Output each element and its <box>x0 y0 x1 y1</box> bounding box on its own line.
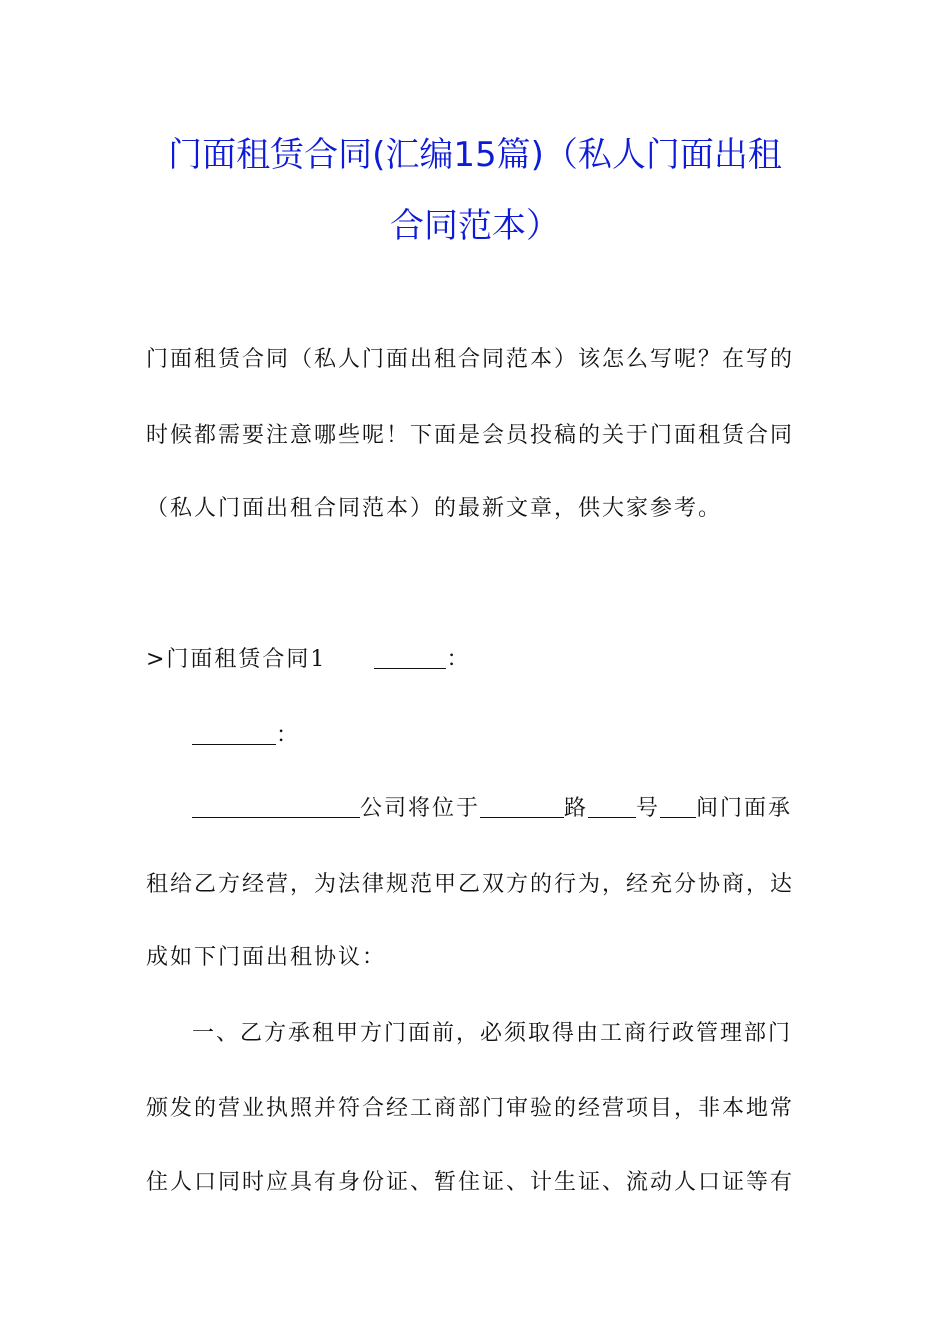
document-title-line-2: 合同范本） <box>390 206 560 246</box>
party-row <box>192 721 300 751</box>
blank-line <box>192 722 276 745</box>
clause-text: 号 <box>636 796 661 821</box>
clause-text: 间门面承 <box>696 796 793 821</box>
clause-intro-line-3: 成如下门面出租协议： <box>146 945 387 970</box>
colon: ： <box>446 647 471 672</box>
clause-1-line-3: 住人口同时应具有身份证、暂住证、计生证、流动人口证等有 <box>146 1170 795 1195</box>
contract-heading: >门面租赁合同1 <box>146 647 327 672</box>
clause-1-line-2: 颁发的营业执照并符合经工商部门审验的经营项目，非本地常 <box>146 1096 795 1121</box>
blank-line <box>660 795 696 818</box>
blank-line <box>192 795 360 818</box>
document-title-line-1: 门面租赁合同(汇编15篇)（私人门面出租 <box>168 135 782 175</box>
contract-heading-row <box>146 645 470 675</box>
blank-line <box>374 646 446 669</box>
colon: ： <box>276 723 301 748</box>
intro-line-3: （私人门面出租合同范本）的最新文章，供大家参考。 <box>146 496 723 521</box>
clause-1-line-1: 一、乙方承租甲方门面前，必须取得由工商行政管理部门 <box>192 1021 793 1046</box>
clause-intro-line-2: 租给乙方经营，为法律规范甲乙双方的行为，经充分协商，达 <box>146 872 795 897</box>
clause-text: 路 <box>564 796 589 821</box>
clause-intro-line-1 <box>192 794 792 824</box>
intro-line-1: 门面租赁合同（私人门面出租合同范本）该怎么写呢？在写的 <box>146 347 795 372</box>
blank-line <box>588 795 636 818</box>
blank-line <box>480 795 564 818</box>
clause-text: 公司将位于 <box>360 796 481 821</box>
intro-line-2: 时候都需要注意哪些呢！下面是会员投稿的关于门面租赁合同 <box>146 423 795 448</box>
